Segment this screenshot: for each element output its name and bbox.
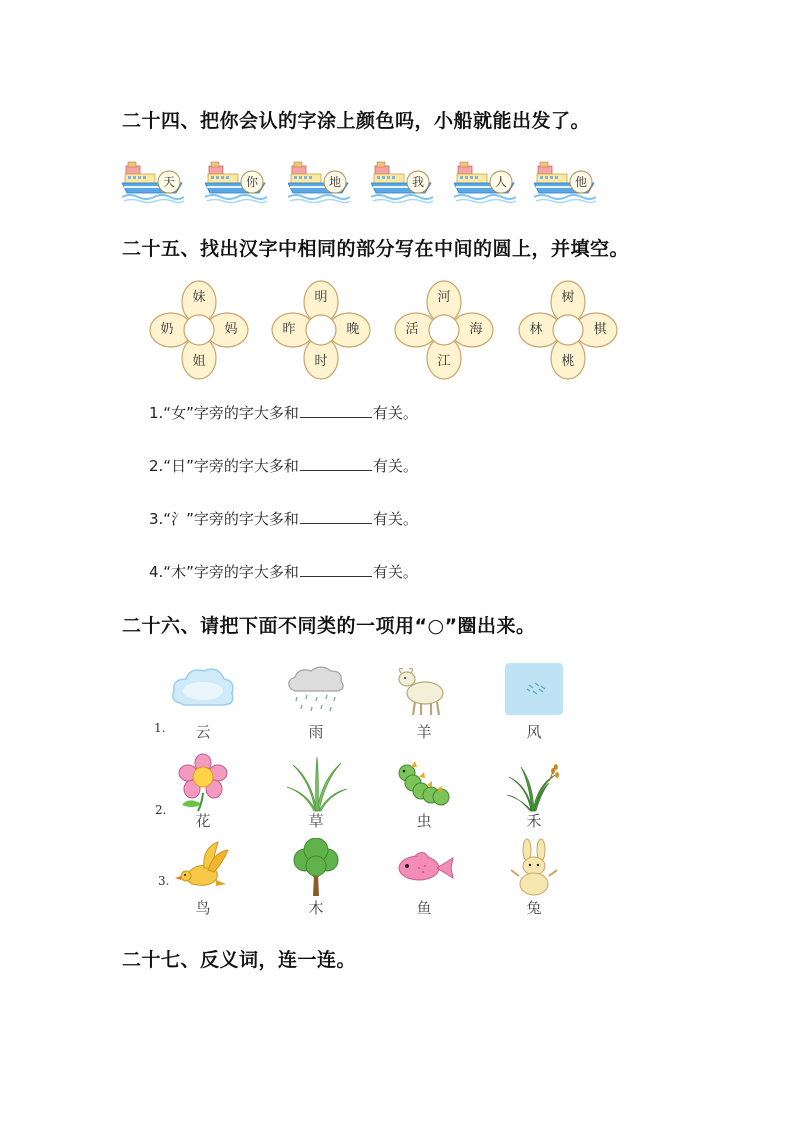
grass-icon	[281, 753, 351, 813]
picture-item-1-4[interactable]	[499, 659, 569, 719]
flower-2	[271, 280, 371, 380]
fill-line-2	[149, 455, 418, 476]
picture-item-2-4[interactable]	[499, 753, 569, 813]
flower-4	[518, 280, 618, 380]
picture-item-1-1[interactable]	[168, 659, 238, 719]
picture-label: 鸟	[195, 899, 211, 917]
row-number-1: 1.	[154, 721, 166, 735]
picture-item-2-3[interactable]	[389, 753, 459, 813]
picture-label: 风	[526, 723, 542, 741]
petal-character-top: 树	[561, 290, 575, 305]
fill-line-3	[149, 508, 418, 529]
q25-heading: 二十五、找出汉字中相同的部分写在中间的圆上，并填空。	[122, 238, 630, 260]
tree-icon	[281, 838, 351, 898]
rice-plant-icon	[499, 753, 569, 813]
petal-character-right: 棋	[593, 322, 607, 337]
picture-label: 木	[308, 899, 324, 917]
q24-heading: 二十四、把你会认的字涂上颜色吗，小船就能出发了。	[122, 110, 591, 132]
flower-1	[149, 280, 249, 380]
fill-line-4-prefix: 4.“木”字旁的字大多和	[149, 563, 299, 581]
boat-character: 天	[162, 175, 175, 189]
fill-line-3-suffix: 有关。	[372, 510, 418, 528]
flower-icon	[168, 753, 238, 813]
fill-line-3-prefix: 3.“氵”字旁的字大多和	[149, 510, 299, 528]
petal-character-right: 妈	[224, 322, 238, 337]
picture-label: 草	[308, 812, 324, 830]
petal-character-left: 活	[405, 322, 419, 337]
wind-icon	[499, 659, 569, 719]
boat-character: 我	[411, 175, 424, 189]
petal-character-left: 奶	[160, 322, 174, 337]
petal-character-top: 河	[437, 290, 451, 305]
picture-item-2-1[interactable]	[168, 753, 238, 813]
picture-label: 兔	[526, 899, 542, 917]
boat-1[interactable]	[122, 160, 184, 204]
petal-character-top: 妹	[192, 290, 206, 305]
picture-label: 虫	[416, 812, 432, 830]
center-answer-circle[interactable]	[184, 315, 214, 345]
fill-line-2-suffix: 有关。	[372, 457, 418, 475]
petal-character-left: 昨	[282, 322, 296, 337]
boat-5[interactable]	[454, 160, 516, 204]
row-number-3: 3.	[158, 874, 170, 888]
petal-character-left: 林	[529, 322, 543, 337]
picture-item-3-4[interactable]	[499, 838, 569, 898]
picture-item-3-2[interactable]	[281, 838, 351, 898]
picture-label: 云	[195, 723, 211, 741]
boat-character: 地	[328, 175, 341, 189]
row-number-2: 2.	[155, 803, 167, 817]
petal-character-bottom: 江	[437, 354, 451, 369]
fish-icon	[389, 838, 459, 898]
picture-item-1-3[interactable]	[389, 659, 459, 719]
boat-character: 他	[574, 175, 587, 189]
petal-character-top: 明	[314, 290, 328, 305]
caterpillar-icon	[389, 753, 459, 813]
bird-icon	[168, 838, 238, 898]
boat-2[interactable]	[205, 160, 267, 204]
boat-4[interactable]	[371, 160, 433, 204]
picture-label: 花	[195, 812, 211, 830]
answer-blank-4[interactable]	[300, 562, 372, 577]
picture-item-2-2[interactable]	[281, 753, 351, 813]
flower-3	[394, 280, 494, 380]
sheep-icon	[389, 659, 459, 719]
q27-heading: 二十七、反义词，连一连。	[122, 949, 357, 971]
picture-label: 鱼	[416, 899, 432, 917]
rabbit-icon	[499, 838, 569, 898]
center-answer-circle[interactable]	[553, 315, 583, 345]
center-answer-circle[interactable]	[306, 315, 336, 345]
picture-label: 雨	[308, 723, 324, 741]
petal-character-bottom: 时	[314, 354, 328, 369]
fill-line-4	[149, 561, 418, 582]
picture-label: 禾	[526, 812, 542, 830]
q26-heading: 二十六、请把下面不同类的一项用“○”圈出来。	[122, 615, 536, 637]
picture-item-1-2[interactable]	[281, 659, 351, 719]
petal-character-right: 海	[469, 322, 483, 337]
fill-line-4-suffix: 有关。	[372, 563, 418, 581]
fill-line-2-prefix: 2.“日”字旁的字大多和	[149, 457, 299, 475]
fill-line-1-suffix: 有关。	[372, 404, 418, 422]
rain-cloud-icon	[281, 659, 351, 719]
petal-character-right: 晚	[346, 322, 360, 337]
boat-character: 人	[494, 175, 507, 189]
answer-blank-1[interactable]	[300, 403, 372, 418]
answer-blank-2[interactable]	[300, 456, 372, 471]
center-answer-circle[interactable]	[429, 315, 459, 345]
fill-line-1-prefix: 1.“女”字旁的字大多和	[149, 404, 299, 422]
boat-3[interactable]	[288, 160, 350, 204]
boat-character: 你	[245, 175, 258, 189]
petal-character-bottom: 姐	[192, 354, 206, 369]
picture-item-3-3[interactable]	[389, 838, 459, 898]
picture-item-3-1[interactable]	[168, 838, 238, 898]
boat-6[interactable]	[534, 160, 596, 204]
petal-character-bottom: 桃	[561, 354, 575, 369]
fill-line-1	[149, 402, 418, 423]
answer-blank-3[interactable]	[300, 509, 372, 524]
picture-label: 羊	[416, 723, 432, 741]
cloud-icon	[168, 659, 238, 719]
